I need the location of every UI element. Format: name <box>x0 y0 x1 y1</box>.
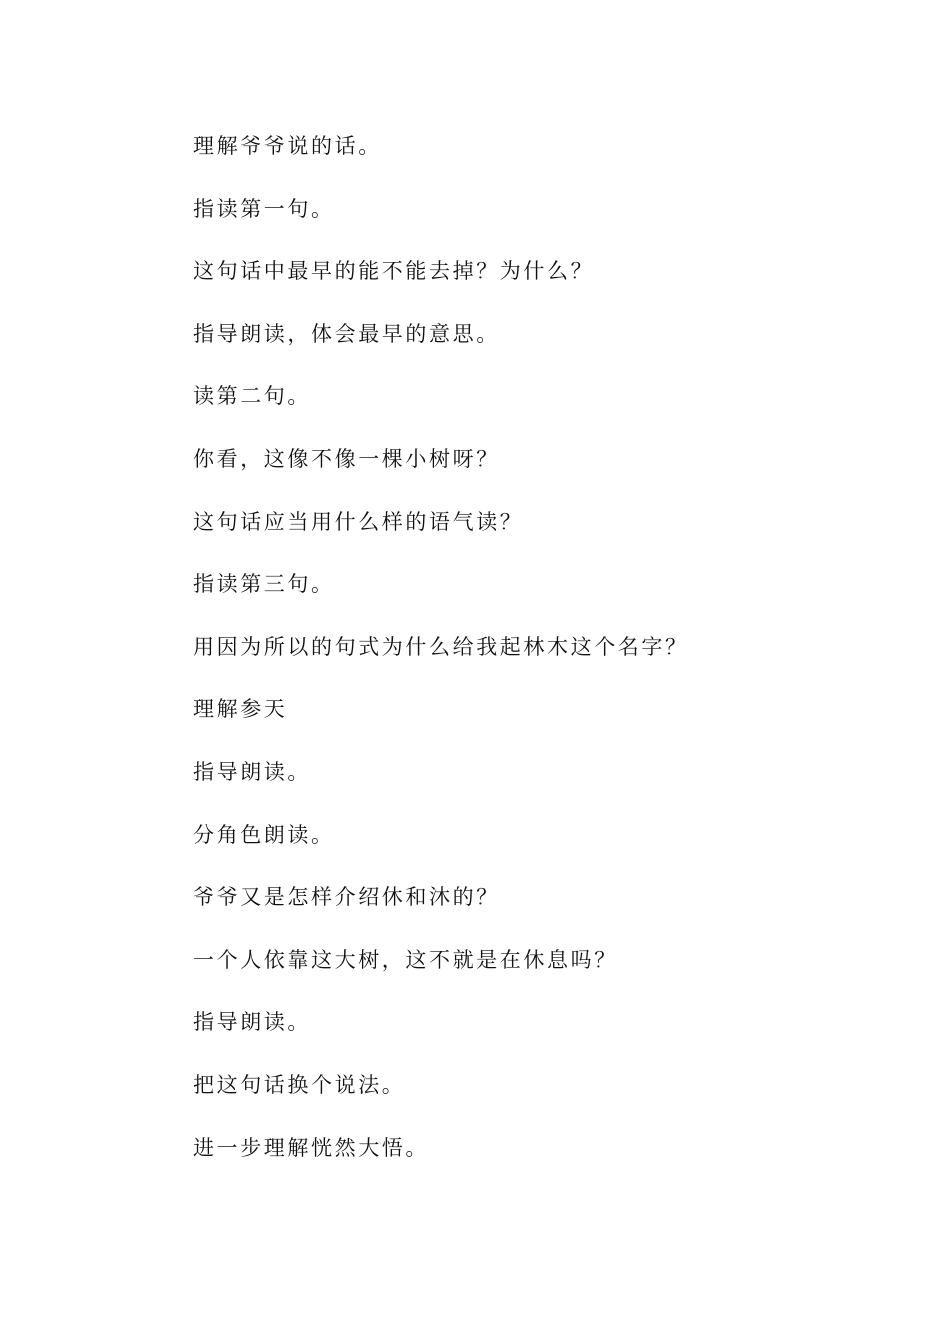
text-line: 理解爷爷说的话。 <box>193 134 382 158</box>
text-line: 你看，这像不像一棵小树呀？ <box>193 446 500 471</box>
text-line: 指读第三句。 <box>193 572 335 597</box>
text-line: 这句话中最早的能不能去掉？为什么？ <box>193 259 595 284</box>
text-line: 爷爷又是怎样介绍休和沐的？ <box>193 885 500 910</box>
text-line: 指读第一句。 <box>193 196 335 221</box>
text-line: 这句话应当用什么样的语气读？ <box>193 509 524 534</box>
text-line: 指导朗读。 <box>193 759 311 784</box>
text-line: 读第二句。 <box>193 384 311 409</box>
text-line: 理解参天 <box>193 697 288 722</box>
text-line: 分角色朗读。 <box>193 822 335 847</box>
text-line: 用因为所以的句式为什么给我起林木这个名字？ <box>193 634 689 659</box>
text-line: 进一步理解恍然大悟。 <box>193 1135 429 1160</box>
document-body <box>193 132 813 1196</box>
text-line: 把这句话换个说法。 <box>193 1072 406 1097</box>
text-line: 指导朗读。 <box>193 1010 311 1035</box>
text-line: 指导朗读，体会最早的意思。 <box>193 321 500 346</box>
text-line: 一个人依靠这大树，这不就是在休息吗？ <box>193 947 618 972</box>
